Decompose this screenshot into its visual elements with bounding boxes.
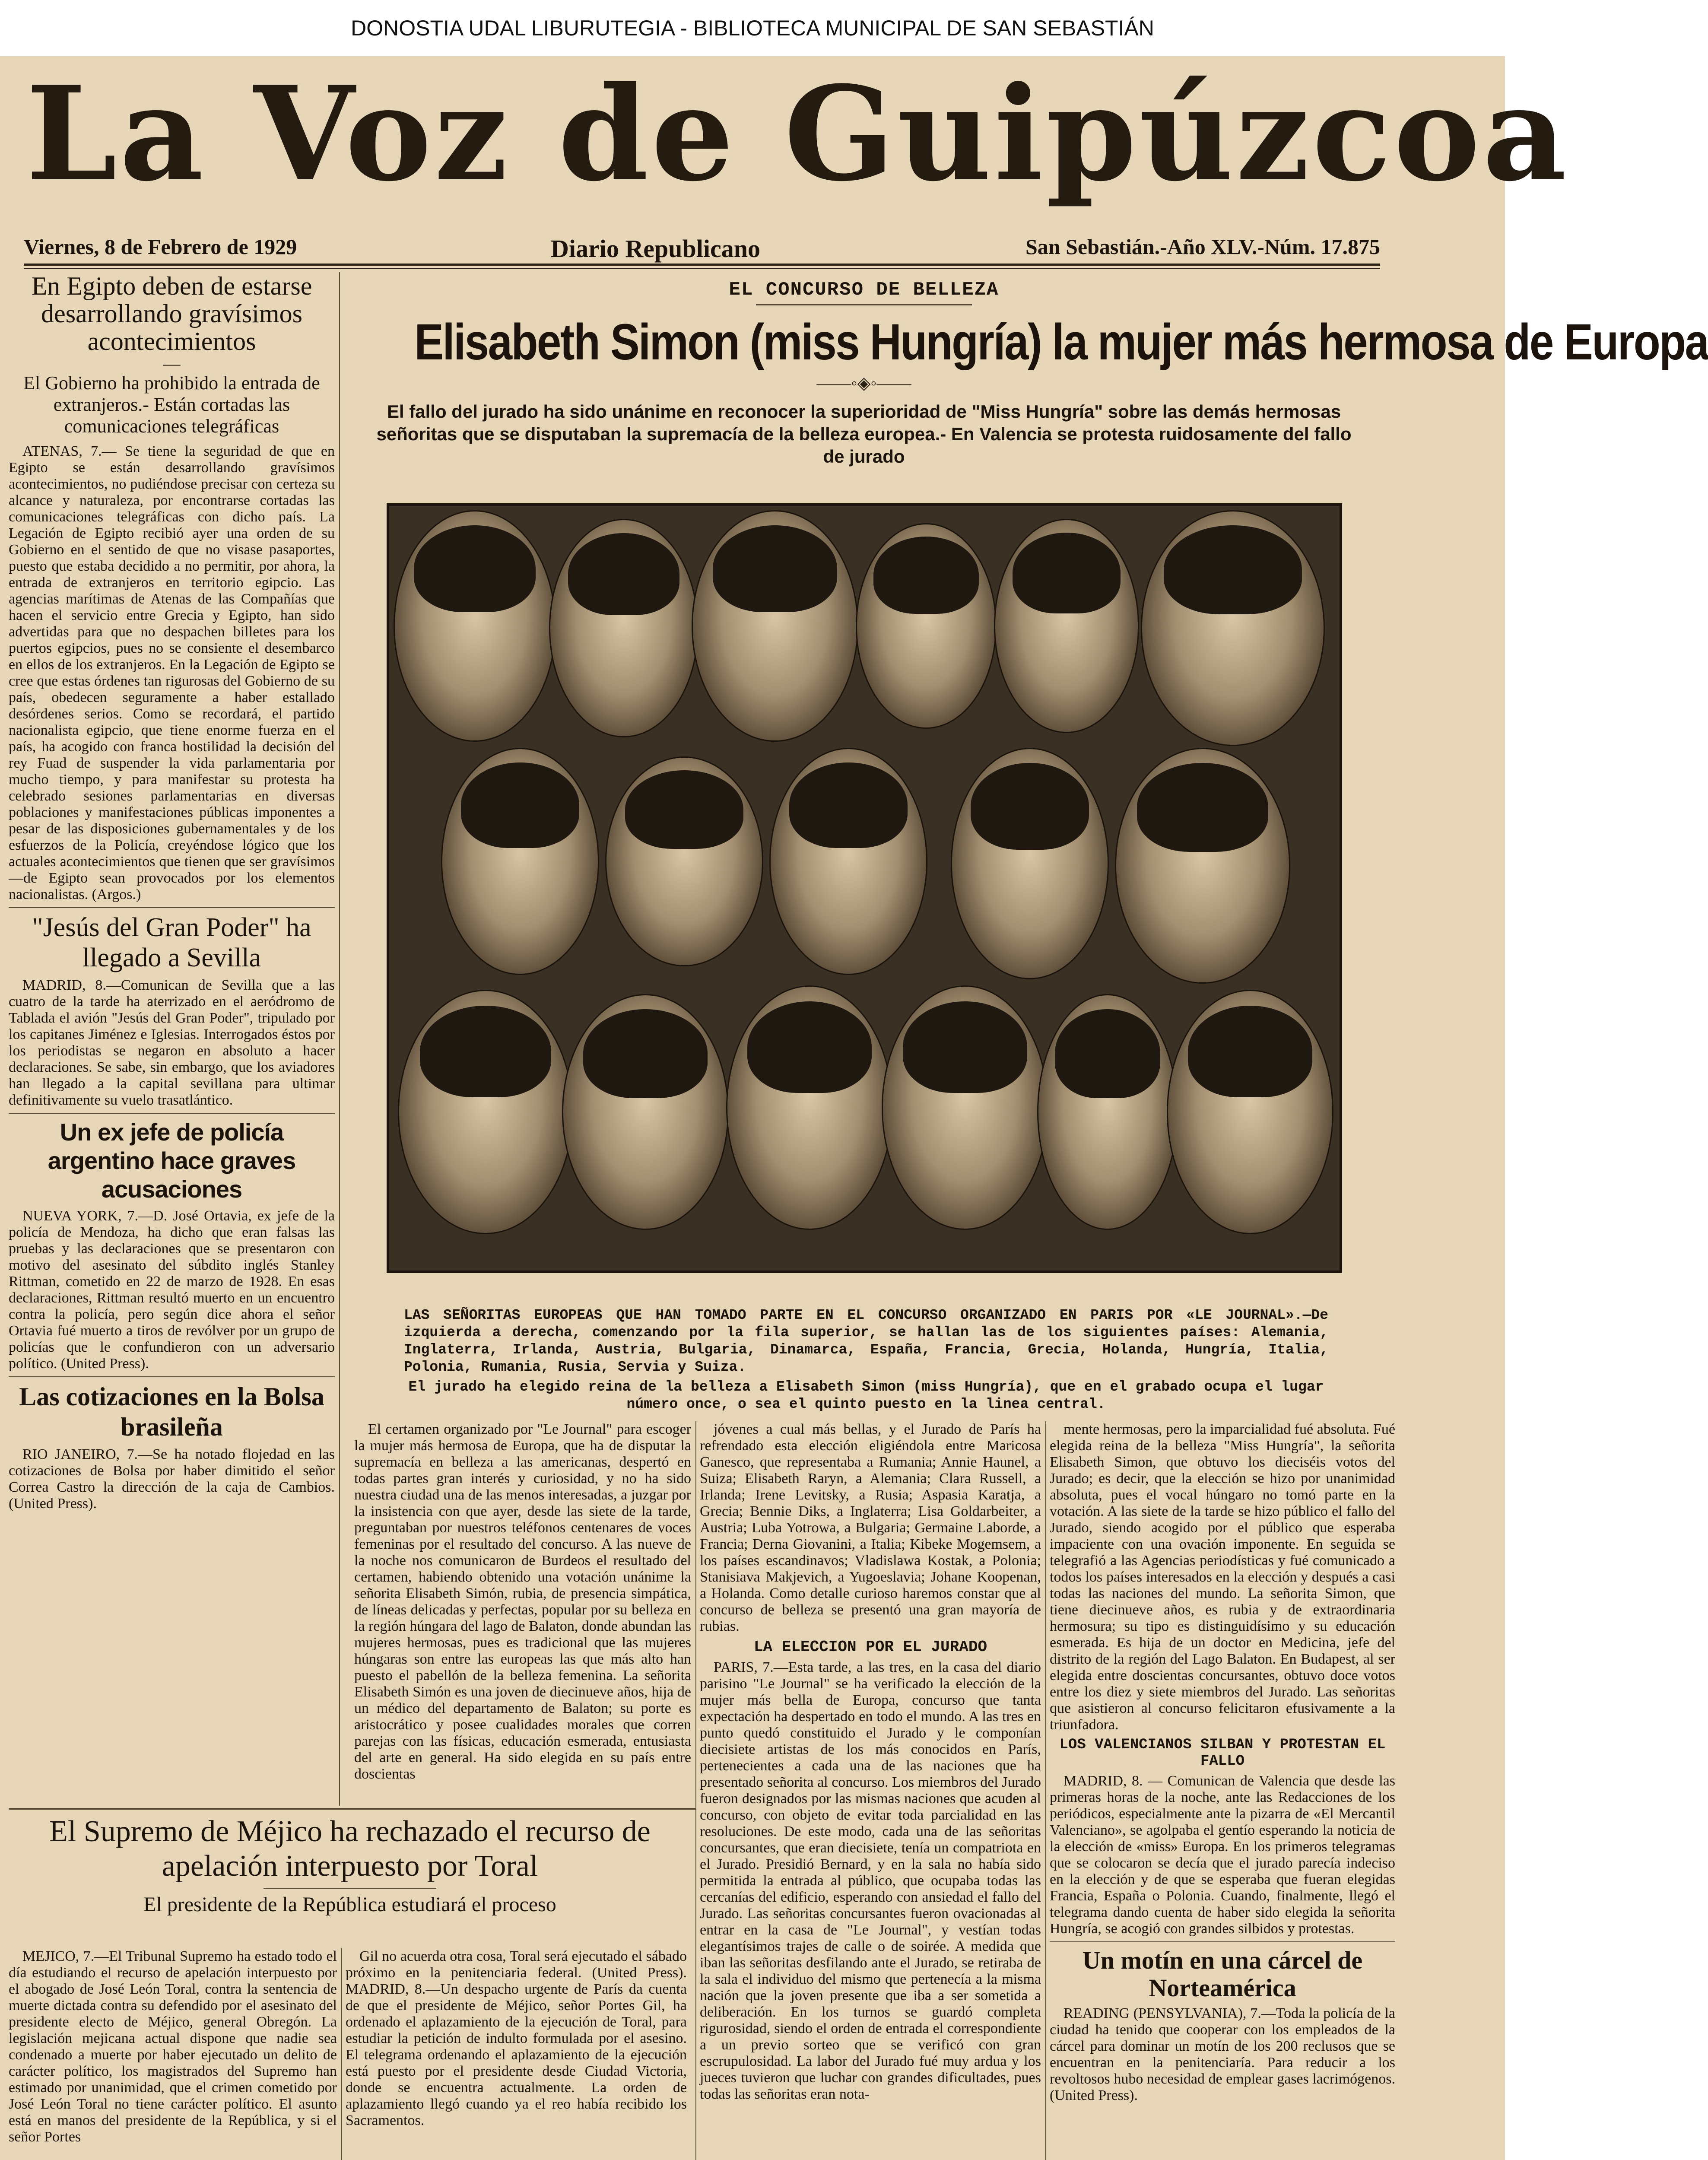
portrait <box>394 510 556 742</box>
issue-date: Viernes, 8 de Febrero de 1929 <box>24 235 297 259</box>
argentina-body: NUEVA YORK, 7.—D. José Ortavia, ex jefe de la policía de Mendoza, ha dicho que eran falsas las pruebas y las declaraciones que se presentaron con motivo del asesinato del súbdito inglés Stanley Rittman, cometido en 22 de marzo de 1928. En esas declaraciones, Rittman resultó muerto en un encuentro contra la policía, pero según dice ahora el señor Ortavia fué muerto a tiros de revólver por un grupo de policías que le confundieron con un adversario político. (United Press). <box>9 1208 335 1372</box>
jury-subhead: LA ELECCION POR EL JURADO <box>753 1638 987 1656</box>
mexico-header <box>9 1814 691 1944</box>
mexico-body-1: MEJICO, 7.—El Tribunal Supremo ha estado todo el día estudiando el recurso de apelación interpuesto por el abogado de José León Toral, contra la sentencia de muerte dictada contra su defendido por el asesinato del presidente electo de Méjico, general Obregón. La legislación mejicana actual dispone que nadie sea condenado a muerte por haber ejecutado un delito de carácter político, los magistrados del Supremo han estimado por unanimidad, que el crimen cometido por José León Toral no tiene carácter político. El asunto está en manos del presidente de la República, y si el señor Portes <box>9 1948 337 2145</box>
motin-body: READING (PENSYLVANIA), 7.—Toda la policía de la ciudad ha tenido que cooperar con los empleados de la cárcel para dominar un motín de los 200 reclusos que se encuentran en la penitenciaría. Para reducir a los revoltosos hubo necesidad de emplear gases lacrimógenos. (United Press). <box>1050 2005 1395 2103</box>
egypt-body: ATENAS, 7.— Se tiene la seguridad de que en Egipto se están desarrollando gravísimos acontecimientos, no pudiéndose precisar con certeza su alcance y naturaleza, por encontrarse cortadas las comunicaciones telegráficas con dicho país. La Legación de Egipto recibió ayer una orden de su Gobierno en el sentido de que no visase pasaportes, puesto que estaba decidido a no permitir, por ahora, la entrada de extranjeros en territorio egipcio. Las agencias marítimas de Atenas de las Compañías que hacen el servicio entre Grecia y Egipto, han sido advertidas para que no despachen billetes para los puertos egipcios, pues no se consiente el desembarco en ellos de los extranjeros. En la Legación de Egipto se cree que estas órdenes tan rigurosas del Gobierno de su país, obedecen seguramente a haber estallado desórdenes serios. Como se recordará, el partido nacionalista egipcio, que tiene enorme fuerza en el país, ha acogido con franca hostilidad la decisión del rey Fuad de suspender la vida parlamentaria por mucho tiempo, y para manifestar su protesta ha celebrado sesiones parlamentarias en diversas poblaciones y manifestaciones públicas imponentes a pesar de las disposiciones gubernamentales y de los esfuerzos de la Policía, creyéndose lógico que los actuales acontecimientos que tienen que ser gravísimos—de Egipto sean provocados por los elementos nacionalistas. (Argos.) <box>9 443 335 902</box>
portrait <box>1167 990 1333 1234</box>
section-divider <box>9 1113 335 1114</box>
portrait <box>549 519 698 737</box>
valencia-body: MADRID, 8. — Comunican de Valencia que desde las primeras horas de la noche, ante las Redacciones de los periódicos, especialmente ante la pizarra de «El Mercantil Valenciano», se agolpaba el gentío esperando la noticia de la elección de «miss» Europa. En los primeros telegramas que se colocaron se decía que el jurado parecía indeciso en la elección y de que se esperaba que fueran elegidas Francia, España o Polonia. Cuando, finalmente, llegó el telegrama dando cuenta de haber sido elegida la señorita Hungría, se acogió con grandes silbidos y protestas. <box>1050 1773 1395 1937</box>
beauty-deck: El fallo del jurado ha sido unánime en reconocer la superioridad de "Miss Hungría" sobre las demás hermosas señoritas que se disputaban la supremacía de la belleza europea.- En Valencia se protesta ruidosamente del fallo de jurado <box>376 401 1352 467</box>
column-rule <box>695 1421 696 2160</box>
masthead-title: La Voz de Guipúzcoa <box>26 57 1569 210</box>
portrait <box>605 756 763 966</box>
beauty-header <box>341 276 1708 518</box>
contestants-photo <box>387 503 1342 1273</box>
photo-caption <box>404 1307 1328 1419</box>
ornament-divider: ——◦◈◦—— <box>816 373 911 393</box>
beauty-col-3 <box>1050 1421 1395 2160</box>
beauty-kicker: EL CONCURSO DE BELLEZA <box>729 279 999 301</box>
beauty-col-1 <box>354 1421 691 1858</box>
portrait <box>951 748 1109 979</box>
beauty-body-2b: PARIS, 7.—Esta tarde, a las tres, en la casa del diario parisino "Le Journal" se ha verificado la elección de la mujer más bella de Europa, concurso que tanta expectación ha despertado en todo el mundo. A las tres en punto quedó constituido el Jurado y le componían diecisiete artistas de los más conocidos en París, pertenecientes a cada una de las naciones que ha presentado señorita al concurso. Los miembros del Jurado fueron designados por las mismas naciones que acuden al concurso, con objeto de evitar toda parcialidad en las resoluciones. De este modo, cada una de las señoritas concursantes, que eran diecisiete, tenía un compatriota en el Jurado. Presidió Bernard, y en la sala no había sido permitida la entrada al público, que ocupaba todas las cercanías del edificio, esperando con ansiedad el fallo del Jurado. Las señoritas concursantes fueron ovacionadas al entrar en la casa de "Le Journal", y vestían todas elegantísimos trajes de calle o de soirée. A medida que iban las señoritas desfilando ante el Jurado, se retiraba de la sala el individuo del mismo que pertenecía a la misma nación que la joven presente que iba a ser sometida a deliberación. En los turnos se guardó completa rigurosidad, siendo el orden de entrada el correspondiente a un previo sorteo que se verificó con gran escrupulosidad. La labor del Jurado fué muy ardua y los jueces tuvieron que luchar con grandes dificultades, pues todas las señoritas eran nota- <box>700 1659 1041 2102</box>
beauty-body-3: mente hermosas, pero la imparcialidad fué absoluta. Fué elegida reina de la belleza "Miss Hungría", la señorita Elisabeth Simon, que obtuvo los dieciséis votos del Jurado; es decir, que la elección se hizo por unanimidad absoluta, pues el vocal húngaro no tomó parte en la votación. A las siete de la tarde se hizo público el fallo del Jurado, siendo acogido por el público que esperaba impaciente con una ovación imponente. En seguida se telegrafió a las Agencias periodísticas y fué comunicado a todos los países interesados en la elección y después a casi todas las naciones del mundo. La señorita Simon, que tiene diecinueve años, es rubia y de extraordinaria hermosura; su tipo es distinguidísimo y su educación esmerada. Es hija de un doctor en Medicina, jefe del distrito de la región del Lago Balaton. En Budapest, al ser elegida entre doscientas concursantes, obtuvo doce votos entre los diez y siete miembros del Jurado. Las señoritas que asistieron al concurso felicitaron efusivamente a la triunfadora. <box>1050 1421 1395 1733</box>
portrait <box>769 748 927 975</box>
column-rule <box>341 1948 342 2160</box>
bolsa-headline: Las cotizaciones en la Bolsa brasileña <box>19 1382 324 1441</box>
column-rule <box>1045 1421 1046 2160</box>
caption-verdict: El jurado ha elegido reina de la belleza a Elisabeth Simon (miss Hungría), que en el grabado ocupa el lugar número once, o sea el quinto puesto en la linea central. <box>408 1379 1324 1412</box>
portrait <box>1141 510 1325 746</box>
column-rule <box>339 272 340 1806</box>
mexico-col-1 <box>9 1948 337 2160</box>
section-divider <box>9 1376 335 1377</box>
beauty-col-2 <box>700 1421 1041 2160</box>
mexico-subheadline: El presidente de la República estudiará el proceso <box>143 1893 556 1916</box>
portrait <box>726 985 893 1230</box>
mexico-body-2: Gil no acuerda otra cosa, Toral será ejecutado el sábado próximo en la penitenciaria federal. (United Press). MADRID, 8.—Un despacho urgente de París da cuenta de que el presidente de Méjico, señor Portes Gil, ha ordenado el aplazamiento de la ejecución de Toral, para estudiar la petición de indulto formulada por el asesino. El telegrama ordenando el aplazamiento de la ejecución está puesto por el presidente desde Ciudad Victoria, donde se encuentra actualmente. La orden de aplazamiento llegó cuando ya el reo había recibido los Sacramentos. <box>346 1948 687 2128</box>
portrait <box>882 985 1048 1230</box>
portrait <box>1115 748 1290 984</box>
archive-banner: DONOSTIA UDAL LIBURUTEGIA - BIBLIOTECA MUNICIPAL DE SAN SEBASTIÁN <box>0 0 1505 56</box>
motin-headline: Un motín en una cárcel de Norteamérica <box>1082 1946 1363 2002</box>
portrait <box>856 523 997 729</box>
portrait <box>441 748 599 975</box>
egypt-headline: En Egipto deben de estarse desarrollando gravísimos acontecimientos <box>31 272 312 356</box>
portrait <box>692 510 858 742</box>
left-column <box>9 272 335 1801</box>
portrait <box>994 519 1139 733</box>
issue-number: San Sebastián.-Año XLV.-Núm. 17.875 <box>1025 235 1380 259</box>
bolsa-body: RIO JANEIRO, 7.—Se ha notado flojedad en las cotizaciones de Bolsa por haber dimitido el señor Correa Castro la dirección de la caja de Cambios. (United Press). <box>9 1446 335 1512</box>
egypt-subheadline: El Gobierno ha prohibido la entrada de extranjeros.- Están cortadas las comunicaciones telegráficas <box>23 372 320 437</box>
portrait <box>1037 994 1178 1230</box>
beauty-body-2: jóvenes a cual más bellas, y el Jurado de París ha refrendado esta elección eligiéndola entre Maricosa Ganesco, que representaba a Rumania; Annie Haunel, a Suiza; Elisabeth Raryn, a Alemania; Clara Russell, a Irlanda; Irene Levitsky, a Rusia; Aspasia Karatja, a Grecia; Bennie Diks, a Inglaterra; Lisa Goldarbeiter, a Austria; Luba Yotrowa, a Bulgaria; Germaine Laborde, a Francia; Derna Giovanini, a Italia; Kibeke Mogemsem, a los países escandinavos; Vladislawa Kostak, a Polonia; Stanisiava Makjevich, a Yugoeslavia; Johane Koopenan, a Holanda. Como detalle curioso haremos constar que al concurso de belleza se presentó una gran mayoría de rubias. <box>700 1421 1041 1634</box>
ornament-divider: — <box>163 354 181 373</box>
section-divider <box>9 1808 695 1810</box>
caption-text: LAS SEÑORITAS EUROPEAS QUE HAN TOMADO PARTE EN EL CONCURSO ORGANIZADO EN PARIS POR «LE JOURNAL».—De izquierda a derecha, comenzando por la fila superior, se hallan las de los siguientes países: Alemania, Inglaterra, Irlanda, Austria, Bulgaria, Dinamarca, España, Francia, Grecia, Holanda, Hungría, Italia, Polonia, Rumania, Rusia, Servia y Suiza. <box>404 1307 1328 1375</box>
valencia-headline: LOS VALENCIANOS SILBAN Y PROTESTAN EL FALLO <box>1059 1737 1386 1769</box>
newspaper-page <box>0 56 1708 2160</box>
mexico-headline: El Supremo de Méjico ha rechazado el recurso de apelación interpuesto por Toral <box>49 1815 651 1883</box>
dateline <box>24 225 1380 266</box>
beauty-body-1: El certamen organizado por "Le Journal" para escoger la mujer más hermosa de Europa, que ha de disputar la supremacía en belleza a las americanas, despertó en todas partes gran interés y curiosidad, y no ha sido nuestra ciudad una de las menos interesadas, a juzgar por la insistencia con que ayer, desde las siete de la tarde, preguntaban por nuestros teléfonos centenares de voces femeninas por el resultado del concurso. A las nueve de la noche nos comunicaron de Burdeos el resultado del certamen, habiendo obtenido una votación unánime la señorita Elisabeth Simón, rubia, de presencia simpática, de líneas delicadas y perfectas, popular por su belleza en la región húngara del lago de Balaton, donde abundan las mujeres hermosas, pues es tradicional que las mujeres húngaras son entre las europeas las que más alto han puesto el pabellón de la belleza femenina. La señorita Elisabeth Simón es una joven de diecinueve años, hija de un médico del departamento de Balaton; su porte es aristocrático y posee cualidades morales que corren parejas con las físicas, educación esmerada, entusiasta del arte en general. Ha sido elegida en su país entre doscientas <box>354 1421 691 1782</box>
portrait <box>562 994 729 1230</box>
paper-subtitle: Diario Republicano <box>551 235 760 263</box>
argentina-headline: Un ex jefe de policía argentino hace graves acusaciones <box>48 1118 296 1203</box>
kicker-underline <box>756 304 972 305</box>
top-rule <box>24 268 1380 269</box>
jesus-body: MADRID, 8.—Comunican de Sevilla que a las cuatro de la tarde ha aterrizado en el aeródromo de Tablada el avión "Jesús del Gran Poder", tripulado por los capitanes Jiménez e Iglesias. Interrogados éstos por los periodistas se negaron en absoluto a hacer declaraciones. Se sabe, sin embargo, que los aviadores han llegado a la capital sevillana para ultimar definitivamente su vuelo trasatlántico. <box>9 977 335 1108</box>
jesus-headline: "Jesús del Gran Poder" ha llegado a Sevilla <box>32 913 311 972</box>
section-divider <box>1050 1941 1395 1942</box>
beauty-headline: Elisabeth Simon (miss Hungría) la mujer más hermosa de Europa <box>414 314 1708 371</box>
mexico-col-2 <box>346 1948 687 2160</box>
portrait <box>398 990 573 1234</box>
section-divider <box>9 907 335 908</box>
ornament-divider <box>264 1888 436 1889</box>
